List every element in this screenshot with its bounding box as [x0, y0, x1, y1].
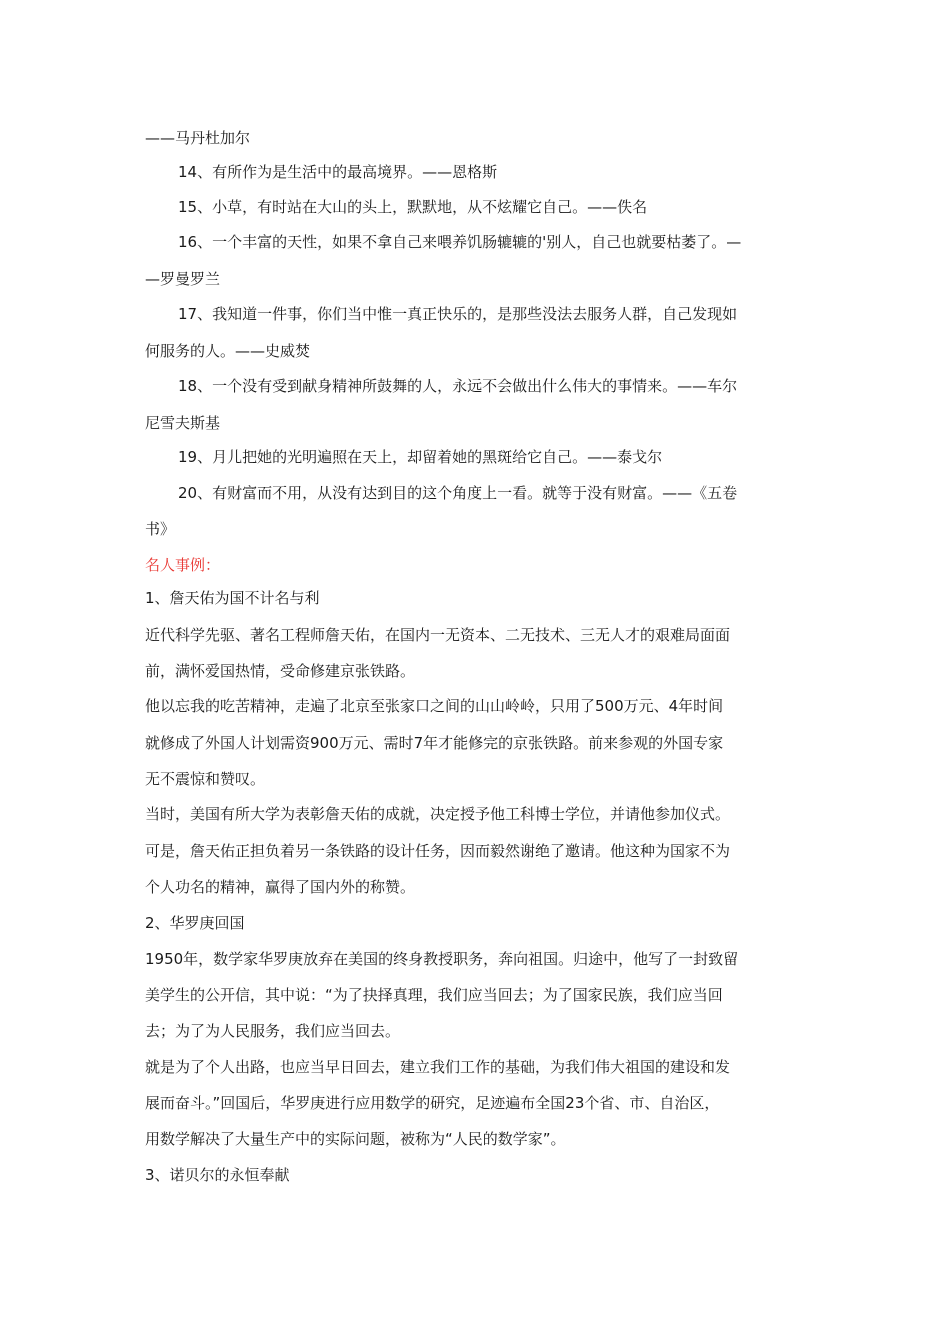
example-1-title: 1、詹天佑为国不计名与利: [145, 589, 320, 607]
quote-17-line2: 何服务的人。——史威焚: [145, 342, 311, 360]
example-1-para2-line1: 他以忘我的吃苦精神，走遍了北京至张家口之间的山山岭岭，只用了500万元、4年时间: [145, 697, 724, 715]
section-heading: 名人事例：: [145, 556, 221, 574]
example-1-para1-line1: 近代科学先驱、著名工程师詹天佑，在国内一无资本、二无技术、三无人才的艰难局面面: [145, 626, 731, 644]
quote-18-line2: 尼雪夫斯基: [145, 414, 221, 432]
quote-20-line2: 书》: [145, 520, 176, 538]
example-2-para2-line1: 就是为了个人出路，也应当早日回去，建立我们工作的基础，为我们伟大祖国的建设和发: [145, 1058, 731, 1076]
example-2-para1-line1: 1950年，数学家华罗庚放弃在美国的终身教授职务，奔向祖国。归途中，他写了一封致留: [145, 950, 739, 968]
example-2-para2-line3: 用数学解决了大量生产中的实际问题，被称为“人民的数学家”。: [145, 1130, 566, 1148]
quote-20-line1: 20、有财富而不用，从没有达到目的这个角度上一看。就等于没有财富。——《五卷: [178, 484, 738, 502]
example-1-para2-line3: 无不震惊和赞叹。: [145, 770, 266, 788]
example-1-para3-line2: 可是，詹天佑正担负着另一条铁路的设计任务，因而毅然谢绝了邀请。他这种为国家不为: [145, 842, 731, 860]
example-2-para1-line2: 美学生的公开信，其中说：“为了抉择真理，我们应当回去；为了国家民族，我们应当回: [145, 986, 723, 1004]
example-2-para1-line3: 去；为了为人民服务，我们应当回去。: [145, 1022, 401, 1040]
quote-16-line1: 16、一个丰富的天性，如果不拿自己来喂养饥肠辘辘的'别人，自己也就要枯萎了。—: [178, 233, 742, 251]
quote-attribution: ——马丹杜加尔: [145, 129, 251, 147]
quote-19: 19、月儿把她的光明遍照在天上，却留着她的黑斑给它自己。——泰戈尔: [178, 448, 663, 466]
example-1-para1-line2: 前，满怀爱国热情，受命修建京张铁路。: [145, 662, 416, 680]
example-3-title: 3、诺贝尔的永恒奉献: [145, 1166, 290, 1184]
example-1-para2-line2: 就修成了外国人计划需资900万元、需时7年才能修完的京张铁路。前来参观的外国专家: [145, 734, 724, 752]
example-2-para2-line2: 展而奋斗。”回国后，华罗庚进行应用数学的研究，足迹遍布全国23个省、市、自治区，: [145, 1094, 720, 1112]
example-1-para3-line3: 个人功名的精神，赢得了国内外的称赞。: [145, 878, 416, 896]
quote-16-line2: —罗曼罗兰: [145, 270, 221, 288]
quote-15: 15、小草，有时站在大山的头上，默默地，从不炫耀它自己。——佚名: [178, 198, 648, 216]
example-2-title: 2、华罗庚回国: [145, 914, 245, 932]
quote-14: 14、有所作为是生活中的最高境界。——恩格斯: [178, 163, 498, 181]
example-1-para3-line1: 当时，美国有所大学为表彰詹天佑的成就，决定授予他工科博士学位，并请他参加仪式。: [145, 805, 731, 823]
quote-18-line1: 18、一个没有受到献身精神所鼓舞的人，永远不会做出什么伟大的事情来。——车尔: [178, 377, 738, 395]
quote-17-line1: 17、我知道一件事，你们当中惟一真正快乐的，是那些没法去服务人群，自己发现如: [178, 305, 738, 323]
